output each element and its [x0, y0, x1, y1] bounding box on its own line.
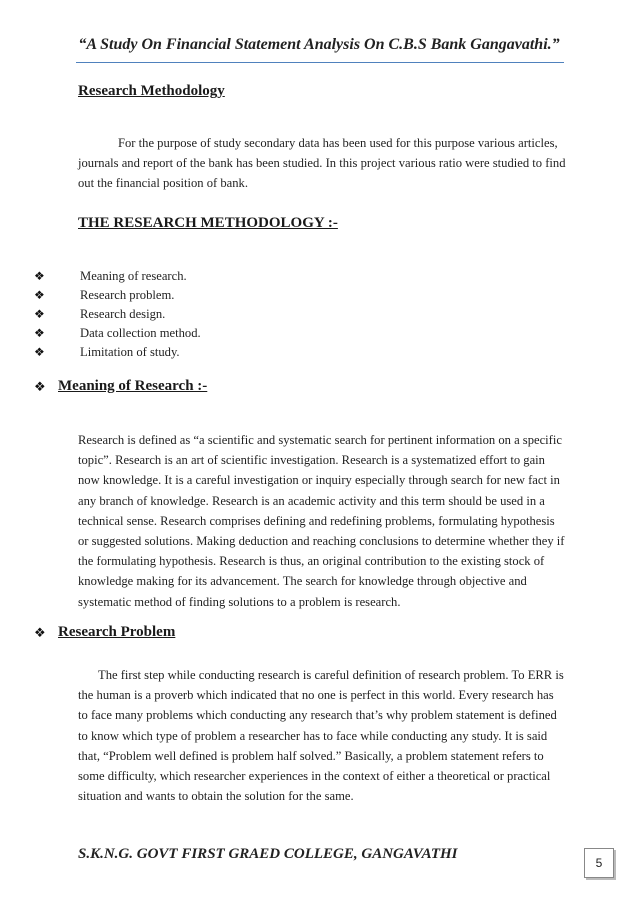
diamond-bullet-icon: ❖	[34, 378, 46, 394]
page-number-box	[584, 848, 614, 878]
list-item	[34, 324, 201, 343]
list-item	[34, 305, 201, 324]
heading-the-research-methodology: THE RESEARCH METHODOLOGY :-	[78, 215, 338, 231]
list-item-label: Research problem.	[80, 288, 175, 302]
heading-label: Research Problem	[58, 624, 176, 640]
paragraph-text: For the purpose of study secondary data has been used for this purpose various articles, journals and report of the bank has been studied. In this project various ratio were studied to find out the financial position of bank.	[78, 136, 566, 191]
diamond-bullet-icon: ❖	[34, 345, 45, 359]
list-item-label: Research design.	[80, 307, 166, 321]
page-number: 5	[595, 856, 603, 870]
page-header-title: “A Study On Financial Statement Analysis On C.B.S Bank Gangavathi.”	[78, 36, 560, 53]
diamond-bullet-icon: ❖	[34, 269, 45, 283]
footer-college-name: S.K.N.G. GOVT FIRST GRAED COLLEGE, GANGAVATHI	[78, 846, 458, 862]
list-item-label: Limitation of study.	[80, 345, 180, 359]
paragraph-text: The first step while conducting research is careful definition of research problem. To ERR is the human is a proverb which indicated that no one is perfect in this world. Every research has to face many problems which conducting any research that’s why problem statement is defined to know which type of problem a researcher has to face while conducting any study. It is said that, “Problem well defined is problem half solved.” Basically, a problem statement refers to some difficulty, which researcher experiences in the context of either a theoretical or practical situation and wants to obtain the solution for the same.	[78, 668, 564, 804]
diamond-bullet-icon: ❖	[34, 326, 45, 340]
diamond-bullet-icon: ❖	[34, 288, 45, 302]
heading-research-methodology: Research Methodology	[78, 83, 225, 99]
methodology-bullet-list	[34, 267, 201, 362]
paragraph-research-problem	[78, 665, 566, 806]
list-item	[34, 286, 201, 305]
heading-meaning-of-research	[34, 378, 207, 395]
list-item-label: Data collection method.	[80, 326, 201, 340]
diamond-bullet-icon: ❖	[34, 624, 46, 640]
paragraph-meaning-of-research: Research is defined as “a scientific and systematic search for pertinent information on a specific topic”. Research is an art of scientific investigation. Research is a systematized effort to gain now knowledge. It is a careful investigation or inquiry especially through search for new fact in any branch of knowledge. Research is an academic activity and this term should be used in a technical sense. Research comprises defining and redefining problems, formulating hypothesis or suggested solutions. Making deduction and reaching conclusions to determine whether they if the formulating hypothesis. Research is thus, an original contribution to the existing stock of knowledge making for its advancement. The search for knowledge through objective and systematic method of finding solutions to a problem is research.	[78, 433, 565, 609]
list-item	[34, 343, 201, 362]
list-item	[34, 267, 201, 286]
header-divider	[76, 62, 564, 63]
list-item-label: Meaning of research.	[80, 269, 187, 283]
diamond-bullet-icon: ❖	[34, 307, 45, 321]
heading-research-problem	[34, 624, 175, 641]
heading-label: Meaning of Research :-	[58, 378, 208, 394]
paragraph-research-methodology	[78, 133, 566, 194]
